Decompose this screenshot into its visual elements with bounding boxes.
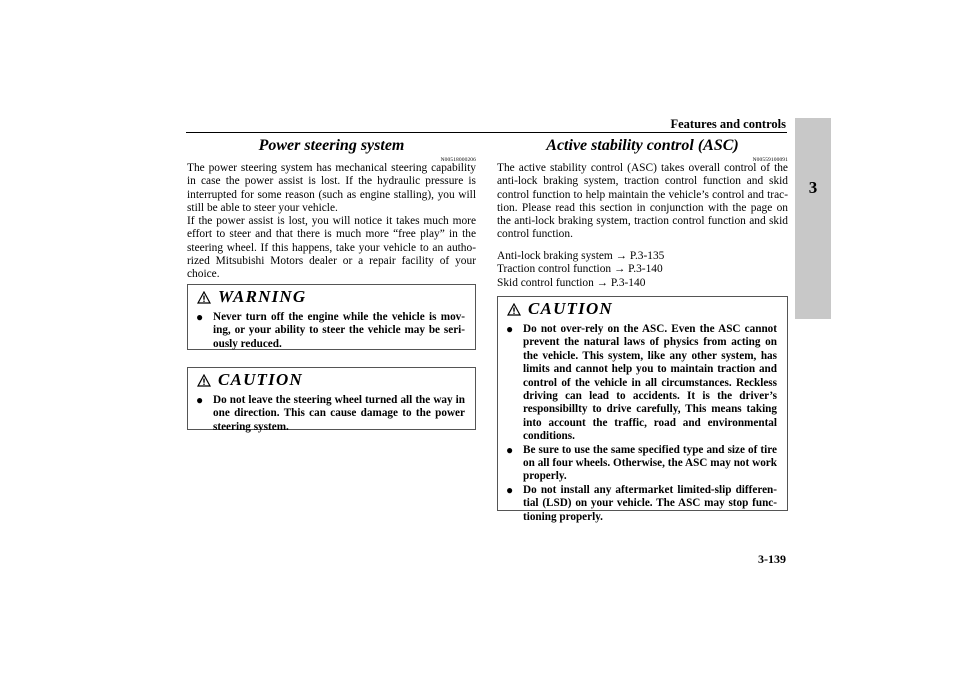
caution-item: ● Do not over-rely on the ASC. Even the ASC cannot prevent the natural laws of physics from acting on the vehicle. This system, like any other system, has limits and cannot help you to maintain traction and control of the vehicle in all circumstances. Reckless driving can lead to accidents. It is the driver’s responsibillty to drive carefully, This means taking into account the traffic, road and environmental conditions. (506, 322, 777, 443)
reference-abs[interactable]: Anti-lock braking system → P.3-135 (497, 250, 665, 262)
warning-list (188, 311, 475, 351)
chapter-tab (795, 118, 831, 319)
caution-label: CAUTION (218, 370, 303, 389)
warning-box (187, 284, 476, 350)
caution-list (188, 394, 475, 434)
page-number: 3-139 (758, 552, 786, 566)
power-steering-code: N00518000206 (440, 157, 476, 163)
warning-label: WARNING (218, 287, 307, 306)
caution-item: ● Do not install any aftermarket limited-slip differen-tial (LSD) on your vehicle. The ASC may stop func-tioning properly. (506, 482, 777, 523)
chapter-number: 3 (808, 178, 818, 197)
bullet-icon: ● (506, 322, 514, 336)
running-header: Features and controls (670, 117, 786, 131)
asc-code: N00559100091 (752, 157, 788, 163)
bullet-icon: ● (506, 442, 514, 457)
caution-box-steering (187, 367, 476, 433)
caution-box-asc (497, 296, 788, 523)
power-steering-paragraph-1: The power steering system has mechanical steering capability in case the power assist is lost. If the hydraulic pressure is interrupted for some reason (such as engine stalling), you will still be able to steer your vehicle. (187, 162, 476, 214)
warning-header (188, 285, 475, 311)
power-steering-title: Power steering system (258, 137, 405, 154)
caution-label: CAUTION (528, 299, 613, 318)
warning-item: ● Never turn off the engine while the vehicle is mov-ing, or your ability to steer the vehicle may be seri-ously reduced. (196, 310, 465, 350)
header-rule (186, 132, 787, 133)
bullet-icon: ● (196, 393, 204, 407)
caution-header (498, 297, 787, 323)
warning-triangle-icon (197, 291, 211, 304)
asc-paragraph-1: The active stability control (ASC) takes overall control of the anti-lock braking system, traction control function and skid control function to help maintain the vehicle’s control and trac-tion. Please read this section in conjunction with the page on the anti-lock braking system, traction control function and skid control function. (497, 162, 788, 241)
power-steering-body (187, 162, 476, 282)
caution-item: ● Be sure to use the same specified type and size of tire on all four wheels. Otherwise, the ASC may not work properly. (506, 442, 777, 483)
caution-header (188, 368, 475, 394)
reference-skid-control[interactable]: Skid control function → P.3-140 (497, 276, 646, 289)
reference-traction-control[interactable]: Traction control function → P.3-140 (497, 263, 663, 276)
power-steering-paragraph-2: If the power assist is lost, you will notice it takes much more effort to steer and that there is much more “free play” in the steering wheel. If this happens, take your vehicle to an autho-rized Mitsubishi Motors dealer or a repair facility of your choice. (187, 215, 476, 281)
asc-reference-list (497, 250, 788, 290)
caution-triangle-icon (507, 303, 521, 316)
caution-triangle-icon (197, 374, 211, 387)
asc-body (497, 162, 788, 242)
caution-list (498, 323, 787, 524)
bullet-icon: ● (196, 310, 204, 324)
bullet-icon: ● (506, 482, 514, 497)
asc-title: Active stability control (ASC) (546, 137, 739, 154)
caution-item: ● Do not leave the steering wheel turned all the way in one direction. This can cause damage to the power steering system. (196, 393, 465, 433)
